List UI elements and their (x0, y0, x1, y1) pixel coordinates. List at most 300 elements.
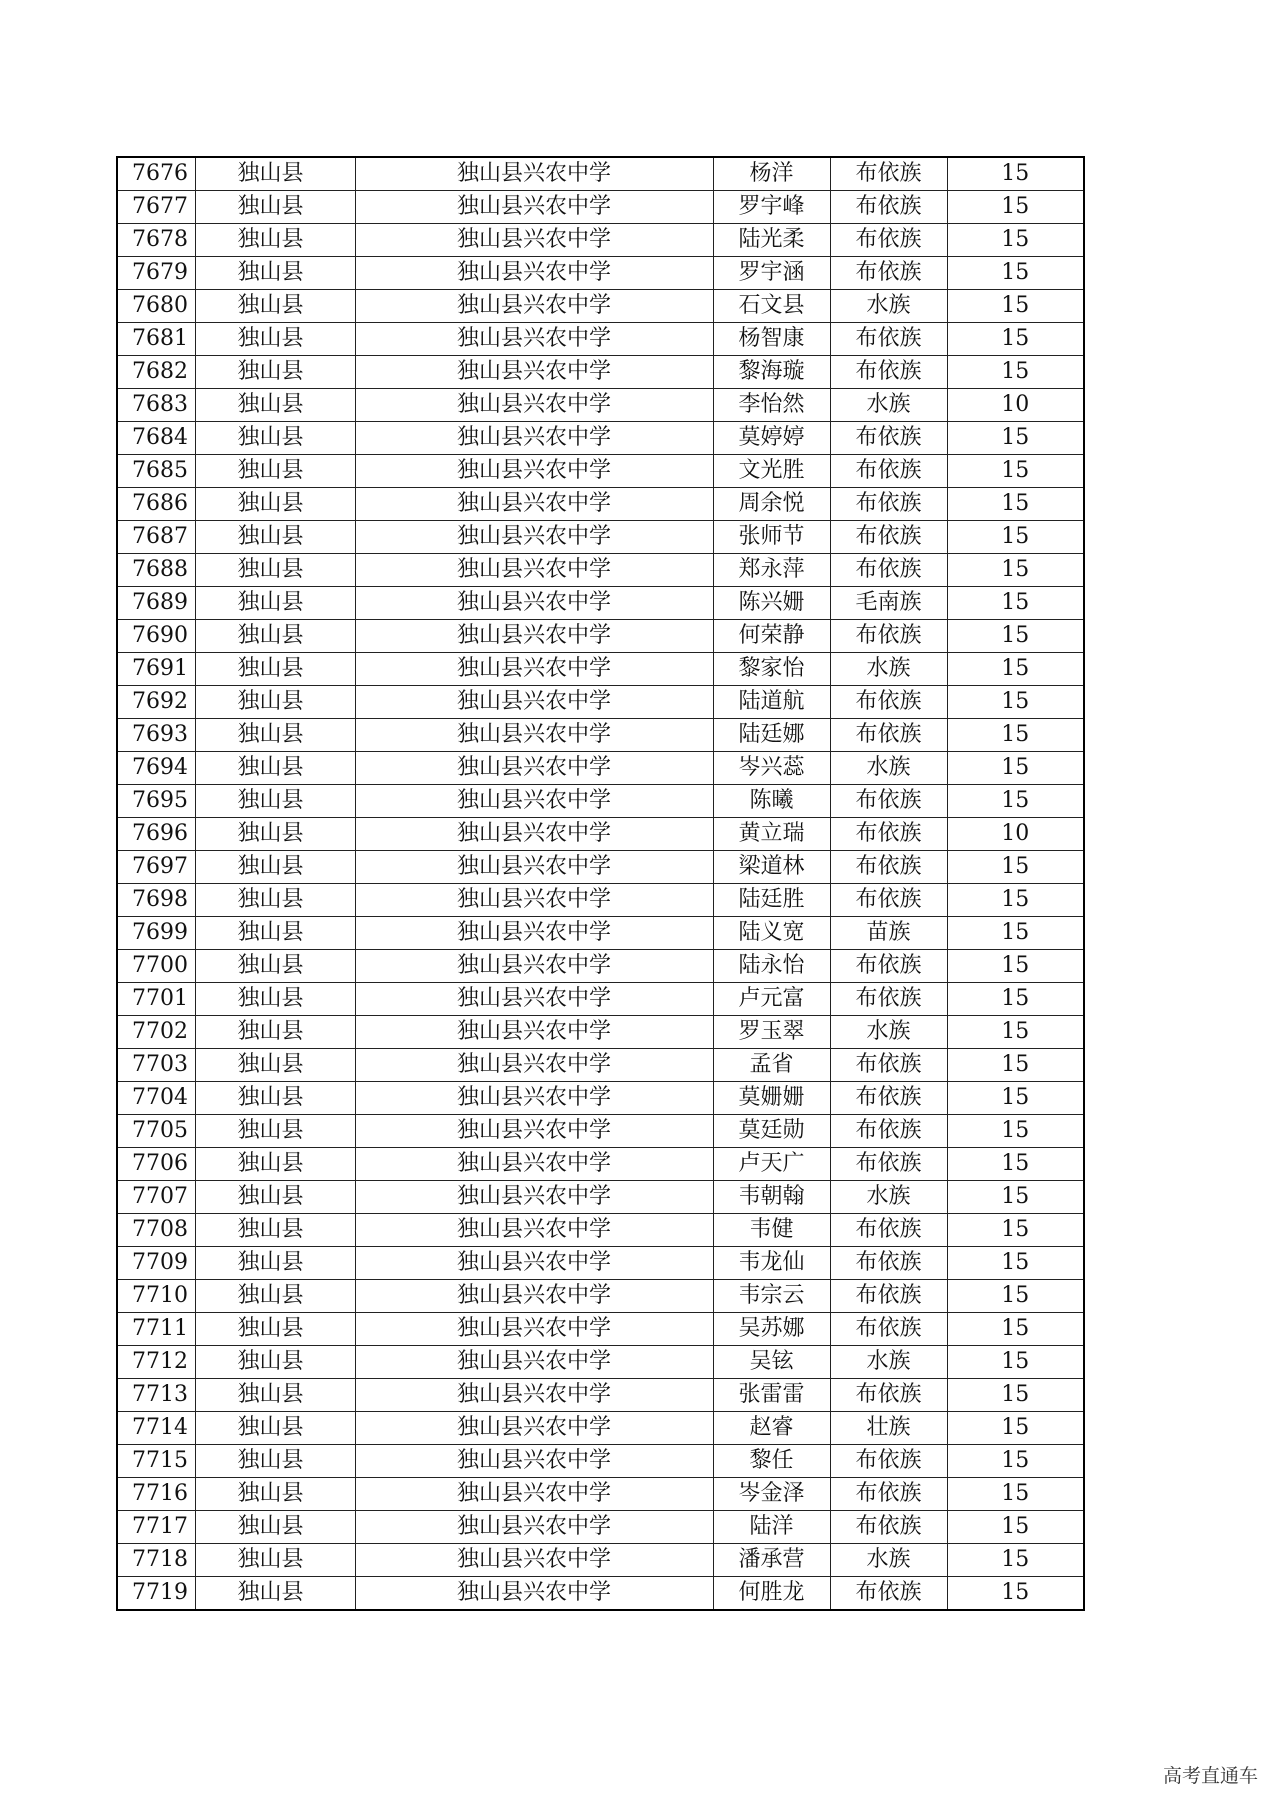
school-cell: 独山县兴农中学 (355, 1049, 713, 1082)
seq-number-cell: 7704 (117, 1082, 195, 1115)
ethnicity-cell: 布依族 (830, 1049, 947, 1082)
student-name-cell: 周余悦 (713, 488, 830, 521)
ethnicity-cell: 布依族 (830, 1313, 947, 1346)
student-name-cell: 罗玉翠 (713, 1016, 830, 1049)
score-cell: 15 (947, 1280, 1084, 1313)
score-cell: 15 (947, 1379, 1084, 1412)
student-name-cell: 岑金泽 (713, 1478, 830, 1511)
table-row (117, 1082, 1084, 1115)
school-cell: 独山县兴农中学 (355, 620, 713, 653)
student-name-cell: 陆廷胜 (713, 884, 830, 917)
score-cell: 10 (947, 389, 1084, 422)
score-cell: 15 (947, 1577, 1084, 1611)
score-cell: 15 (947, 1049, 1084, 1082)
county-cell: 独山县 (195, 389, 355, 422)
seq-number-cell: 7685 (117, 455, 195, 488)
county-cell: 独山县 (195, 521, 355, 554)
ethnicity-cell: 布依族 (830, 1148, 947, 1181)
seq-number-cell: 7707 (117, 1181, 195, 1214)
ethnicity-cell: 布依族 (830, 1280, 947, 1313)
ethnicity-cell: 布依族 (830, 1115, 947, 1148)
school-cell: 独山县兴农中学 (355, 587, 713, 620)
county-cell: 独山县 (195, 1577, 355, 1611)
score-cell: 15 (947, 1445, 1084, 1478)
county-cell: 独山县 (195, 818, 355, 851)
table-row (117, 1379, 1084, 1412)
ethnicity-cell: 布依族 (830, 224, 947, 257)
seq-number-cell: 7690 (117, 620, 195, 653)
table-row (117, 389, 1084, 422)
school-cell: 独山县兴农中学 (355, 1478, 713, 1511)
score-cell: 15 (947, 356, 1084, 389)
seq-number-cell: 7713 (117, 1379, 195, 1412)
table-row (117, 1016, 1084, 1049)
table-row (117, 983, 1084, 1016)
student-name-cell: 吴铉 (713, 1346, 830, 1379)
seq-number-cell: 7714 (117, 1412, 195, 1445)
score-cell: 15 (947, 752, 1084, 785)
ethnicity-cell: 水族 (830, 752, 947, 785)
score-cell: 15 (947, 488, 1084, 521)
seq-number-cell: 7699 (117, 917, 195, 950)
table-row (117, 1214, 1084, 1247)
county-cell: 独山县 (195, 257, 355, 290)
school-cell: 独山县兴农中学 (355, 653, 713, 686)
ethnicity-cell: 布依族 (830, 1478, 947, 1511)
table-row (117, 1412, 1084, 1445)
table-row (117, 884, 1084, 917)
county-cell: 独山县 (195, 1544, 355, 1577)
school-cell: 独山县兴农中学 (355, 818, 713, 851)
score-cell: 15 (947, 1412, 1084, 1445)
table-row (117, 488, 1084, 521)
score-cell: 15 (947, 1016, 1084, 1049)
ethnicity-cell: 布依族 (830, 1247, 947, 1280)
seq-number-cell: 7676 (117, 157, 195, 191)
county-cell: 独山县 (195, 1049, 355, 1082)
county-cell: 独山县 (195, 884, 355, 917)
ethnicity-cell: 布依族 (830, 1577, 947, 1611)
student-name-cell: 文光胜 (713, 455, 830, 488)
seq-number-cell: 7677 (117, 191, 195, 224)
school-cell: 独山县兴农中学 (355, 752, 713, 785)
ethnicity-cell: 布依族 (830, 455, 947, 488)
seq-number-cell: 7686 (117, 488, 195, 521)
county-cell: 独山县 (195, 323, 355, 356)
score-cell: 15 (947, 257, 1084, 290)
student-name-cell: 陆廷娜 (713, 719, 830, 752)
school-cell: 独山县兴农中学 (355, 356, 713, 389)
table-row (117, 257, 1084, 290)
score-cell: 15 (947, 917, 1084, 950)
ethnicity-cell: 水族 (830, 290, 947, 323)
ethnicity-cell: 布依族 (830, 1445, 947, 1478)
ethnicity-cell: 布依族 (830, 818, 947, 851)
seq-number-cell: 7695 (117, 785, 195, 818)
school-cell: 独山县兴农中学 (355, 983, 713, 1016)
ethnicity-cell: 布依族 (830, 422, 947, 455)
score-cell: 15 (947, 323, 1084, 356)
table-row (117, 290, 1084, 323)
table-row (117, 224, 1084, 257)
score-cell: 15 (947, 1313, 1084, 1346)
county-cell: 独山县 (195, 1115, 355, 1148)
county-cell: 独山县 (195, 983, 355, 1016)
school-cell: 独山县兴农中学 (355, 422, 713, 455)
table-row (117, 917, 1084, 950)
school-cell: 独山县兴农中学 (355, 1280, 713, 1313)
student-name-cell: 黎家怡 (713, 653, 830, 686)
seq-number-cell: 7688 (117, 554, 195, 587)
seq-number-cell: 7702 (117, 1016, 195, 1049)
table-row (117, 1115, 1084, 1148)
seq-number-cell: 7692 (117, 686, 195, 719)
ethnicity-cell: 布依族 (830, 488, 947, 521)
score-cell: 15 (947, 1082, 1084, 1115)
county-cell: 独山县 (195, 1280, 355, 1313)
school-cell: 独山县兴农中学 (355, 1412, 713, 1445)
table-row (117, 356, 1084, 389)
school-cell: 独山县兴农中学 (355, 1247, 713, 1280)
county-cell: 独山县 (195, 1181, 355, 1214)
school-cell: 独山县兴农中学 (355, 1148, 713, 1181)
county-cell: 独山县 (195, 224, 355, 257)
student-name-cell: 陆义宽 (713, 917, 830, 950)
score-cell: 15 (947, 620, 1084, 653)
ethnicity-cell: 水族 (830, 1346, 947, 1379)
student-name-cell: 郑永萍 (713, 554, 830, 587)
table-row (117, 719, 1084, 752)
score-cell: 15 (947, 950, 1084, 983)
school-cell: 独山县兴农中学 (355, 1115, 713, 1148)
table-row (117, 1544, 1084, 1577)
table-row (117, 323, 1084, 356)
school-cell: 独山县兴农中学 (355, 290, 713, 323)
county-cell: 独山县 (195, 356, 355, 389)
seq-number-cell: 7715 (117, 1445, 195, 1478)
seq-number-cell: 7706 (117, 1148, 195, 1181)
seq-number-cell: 7689 (117, 587, 195, 620)
seq-number-cell: 7680 (117, 290, 195, 323)
seq-number-cell: 7710 (117, 1280, 195, 1313)
score-cell: 15 (947, 1511, 1084, 1544)
table-row (117, 1511, 1084, 1544)
table-row (117, 1478, 1084, 1511)
table-row (117, 818, 1084, 851)
county-cell: 独山县 (195, 620, 355, 653)
score-cell: 15 (947, 191, 1084, 224)
school-cell: 独山县兴农中学 (355, 1346, 713, 1379)
ethnicity-cell: 水族 (830, 389, 947, 422)
county-cell: 独山县 (195, 422, 355, 455)
county-cell: 独山县 (195, 950, 355, 983)
table-row (117, 1148, 1084, 1181)
ethnicity-cell: 布依族 (830, 983, 947, 1016)
school-cell: 独山县兴农中学 (355, 851, 713, 884)
seq-number-cell: 7709 (117, 1247, 195, 1280)
ethnicity-cell: 布依族 (830, 157, 947, 191)
table-row (117, 157, 1084, 191)
score-cell: 15 (947, 290, 1084, 323)
student-name-cell: 李怡然 (713, 389, 830, 422)
student-name-cell: 韦朝翰 (713, 1181, 830, 1214)
table-row (117, 422, 1084, 455)
county-cell: 独山县 (195, 851, 355, 884)
student-name-cell: 卢天广 (713, 1148, 830, 1181)
score-cell: 15 (947, 1346, 1084, 1379)
county-cell: 独山县 (195, 587, 355, 620)
table-row (117, 1280, 1084, 1313)
student-name-cell: 张师节 (713, 521, 830, 554)
county-cell: 独山县 (195, 554, 355, 587)
student-name-cell: 陈兴姗 (713, 587, 830, 620)
score-cell: 15 (947, 983, 1084, 1016)
ethnicity-cell: 布依族 (830, 719, 947, 752)
ethnicity-cell: 布依族 (830, 686, 947, 719)
student-name-cell: 莫廷勋 (713, 1115, 830, 1148)
county-cell: 独山县 (195, 686, 355, 719)
score-cell: 15 (947, 719, 1084, 752)
county-cell: 独山县 (195, 290, 355, 323)
table-row (117, 752, 1084, 785)
score-cell: 15 (947, 455, 1084, 488)
ethnicity-cell: 布依族 (830, 1511, 947, 1544)
student-name-cell: 何胜龙 (713, 1577, 830, 1611)
ethnicity-cell: 布依族 (830, 554, 947, 587)
ethnicity-cell: 水族 (830, 1544, 947, 1577)
student-name-cell: 韦龙仙 (713, 1247, 830, 1280)
seq-number-cell: 7687 (117, 521, 195, 554)
school-cell: 独山县兴农中学 (355, 950, 713, 983)
school-cell: 独山县兴农中学 (355, 1214, 713, 1247)
school-cell: 独山县兴农中学 (355, 323, 713, 356)
table-row (117, 1313, 1084, 1346)
school-cell: 独山县兴农中学 (355, 1379, 713, 1412)
school-cell: 独山县兴农中学 (355, 1445, 713, 1478)
school-cell: 独山县兴农中学 (355, 488, 713, 521)
ethnicity-cell: 布依族 (830, 950, 947, 983)
student-name-cell: 孟省 (713, 1049, 830, 1082)
seq-number-cell: 7683 (117, 389, 195, 422)
student-name-cell: 陆道航 (713, 686, 830, 719)
student-name-cell: 黄立瑞 (713, 818, 830, 851)
ethnicity-cell: 水族 (830, 1181, 947, 1214)
table-row (117, 1445, 1084, 1478)
county-cell: 独山县 (195, 1214, 355, 1247)
watermark-text: 高考直通车 (1162, 1765, 1258, 1787)
county-cell: 独山县 (195, 1511, 355, 1544)
roster-table-body (117, 157, 1084, 1610)
school-cell: 独山县兴农中学 (355, 257, 713, 290)
school-cell: 独山县兴农中学 (355, 554, 713, 587)
student-name-cell: 陈曦 (713, 785, 830, 818)
table-row (117, 686, 1084, 719)
county-cell: 独山县 (195, 488, 355, 521)
roster-table (116, 156, 1085, 1611)
ethnicity-cell: 布依族 (830, 1214, 947, 1247)
school-cell: 独山县兴农中学 (355, 224, 713, 257)
ethnicity-cell: 布依族 (830, 785, 947, 818)
school-cell: 独山县兴农中学 (355, 1016, 713, 1049)
ethnicity-cell: 毛南族 (830, 587, 947, 620)
county-cell: 独山县 (195, 653, 355, 686)
school-cell: 独山县兴农中学 (355, 1313, 713, 1346)
seq-number-cell: 7700 (117, 950, 195, 983)
ethnicity-cell: 布依族 (830, 1082, 947, 1115)
school-cell: 独山县兴农中学 (355, 157, 713, 191)
student-name-cell: 张雷雷 (713, 1379, 830, 1412)
student-name-cell: 陆洋 (713, 1511, 830, 1544)
student-name-cell: 潘承营 (713, 1544, 830, 1577)
table-row (117, 1049, 1084, 1082)
student-name-cell: 罗宇峰 (713, 191, 830, 224)
score-cell: 15 (947, 1478, 1084, 1511)
student-name-cell: 卢元富 (713, 983, 830, 1016)
table-row (117, 1247, 1084, 1280)
school-cell: 独山县兴农中学 (355, 1082, 713, 1115)
score-cell: 15 (947, 224, 1084, 257)
county-cell: 独山县 (195, 785, 355, 818)
county-cell: 独山县 (195, 1313, 355, 1346)
ethnicity-cell: 布依族 (830, 1379, 947, 1412)
school-cell: 独山县兴农中学 (355, 191, 713, 224)
score-cell: 15 (947, 653, 1084, 686)
ethnicity-cell: 水族 (830, 1016, 947, 1049)
student-name-cell: 莫婷婷 (713, 422, 830, 455)
seq-number-cell: 7701 (117, 983, 195, 1016)
student-name-cell: 黎任 (713, 1445, 830, 1478)
county-cell: 独山县 (195, 455, 355, 488)
county-cell: 独山县 (195, 1082, 355, 1115)
school-cell: 独山县兴农中学 (355, 719, 713, 752)
student-name-cell: 莫姗姗 (713, 1082, 830, 1115)
student-name-cell: 何荣静 (713, 620, 830, 653)
school-cell: 独山县兴农中学 (355, 1181, 713, 1214)
table-row (117, 1181, 1084, 1214)
score-cell: 15 (947, 686, 1084, 719)
score-cell: 15 (947, 1247, 1084, 1280)
student-name-cell: 韦宗云 (713, 1280, 830, 1313)
score-cell: 15 (947, 1148, 1084, 1181)
student-name-cell: 韦健 (713, 1214, 830, 1247)
table-row (117, 455, 1084, 488)
score-cell: 10 (947, 818, 1084, 851)
student-name-cell: 石文县 (713, 290, 830, 323)
table-row (117, 653, 1084, 686)
seq-number-cell: 7682 (117, 356, 195, 389)
county-cell: 独山县 (195, 1412, 355, 1445)
table-row (117, 851, 1084, 884)
school-cell: 独山县兴农中学 (355, 389, 713, 422)
score-cell: 15 (947, 1181, 1084, 1214)
seq-number-cell: 7711 (117, 1313, 195, 1346)
score-cell: 15 (947, 157, 1084, 191)
seq-number-cell: 7681 (117, 323, 195, 356)
table-row (117, 191, 1084, 224)
ethnicity-cell: 布依族 (830, 356, 947, 389)
table-row (117, 620, 1084, 653)
student-name-cell: 黎海璇 (713, 356, 830, 389)
student-name-cell: 岑兴蕊 (713, 752, 830, 785)
seq-number-cell: 7697 (117, 851, 195, 884)
school-cell: 独山县兴农中学 (355, 917, 713, 950)
seq-number-cell: 7679 (117, 257, 195, 290)
score-cell: 15 (947, 1115, 1084, 1148)
seq-number-cell: 7703 (117, 1049, 195, 1082)
student-name-cell: 陆永怡 (713, 950, 830, 983)
seq-number-cell: 7678 (117, 224, 195, 257)
school-cell: 独山县兴农中学 (355, 686, 713, 719)
county-cell: 独山县 (195, 1379, 355, 1412)
score-cell: 15 (947, 422, 1084, 455)
seq-number-cell: 7696 (117, 818, 195, 851)
ethnicity-cell: 布依族 (830, 884, 947, 917)
student-name-cell: 赵睿 (713, 1412, 830, 1445)
student-name-cell: 杨智康 (713, 323, 830, 356)
student-name-cell: 罗宇涵 (713, 257, 830, 290)
table-row (117, 521, 1084, 554)
table-row (117, 1577, 1084, 1611)
seq-number-cell: 7716 (117, 1478, 195, 1511)
county-cell: 独山县 (195, 1478, 355, 1511)
seq-number-cell: 7719 (117, 1577, 195, 1611)
ethnicity-cell: 水族 (830, 653, 947, 686)
school-cell: 独山县兴农中学 (355, 455, 713, 488)
seq-number-cell: 7693 (117, 719, 195, 752)
score-cell: 15 (947, 1544, 1084, 1577)
student-name-cell: 陆光柔 (713, 224, 830, 257)
seq-number-cell: 7718 (117, 1544, 195, 1577)
seq-number-cell: 7717 (117, 1511, 195, 1544)
ethnicity-cell: 布依族 (830, 521, 947, 554)
county-cell: 独山县 (195, 1148, 355, 1181)
score-cell: 15 (947, 521, 1084, 554)
seq-number-cell: 7694 (117, 752, 195, 785)
seq-number-cell: 7708 (117, 1214, 195, 1247)
county-cell: 独山县 (195, 191, 355, 224)
county-cell: 独山县 (195, 1445, 355, 1478)
school-cell: 独山县兴农中学 (355, 521, 713, 554)
ethnicity-cell: 壮族 (830, 1412, 947, 1445)
school-cell: 独山县兴农中学 (355, 884, 713, 917)
school-cell: 独山县兴农中学 (355, 1511, 713, 1544)
ethnicity-cell: 布依族 (830, 191, 947, 224)
ethnicity-cell: 布依族 (830, 851, 947, 884)
table-row (117, 950, 1084, 983)
ethnicity-cell: 布依族 (830, 323, 947, 356)
table-row (117, 785, 1084, 818)
county-cell: 独山县 (195, 1346, 355, 1379)
county-cell: 独山县 (195, 719, 355, 752)
score-cell: 15 (947, 1214, 1084, 1247)
student-name-cell: 吴苏娜 (713, 1313, 830, 1346)
student-name-cell: 杨洋 (713, 157, 830, 191)
seq-number-cell: 7684 (117, 422, 195, 455)
ethnicity-cell: 布依族 (830, 257, 947, 290)
seq-number-cell: 7712 (117, 1346, 195, 1379)
ethnicity-cell: 苗族 (830, 917, 947, 950)
score-cell: 15 (947, 785, 1084, 818)
county-cell: 独山县 (195, 1247, 355, 1280)
table-row (117, 554, 1084, 587)
school-cell: 独山县兴农中学 (355, 1577, 713, 1611)
county-cell: 独山县 (195, 917, 355, 950)
ethnicity-cell: 布依族 (830, 620, 947, 653)
seq-number-cell: 7705 (117, 1115, 195, 1148)
school-cell: 独山县兴农中学 (355, 1544, 713, 1577)
score-cell: 15 (947, 851, 1084, 884)
school-cell: 独山县兴农中学 (355, 785, 713, 818)
